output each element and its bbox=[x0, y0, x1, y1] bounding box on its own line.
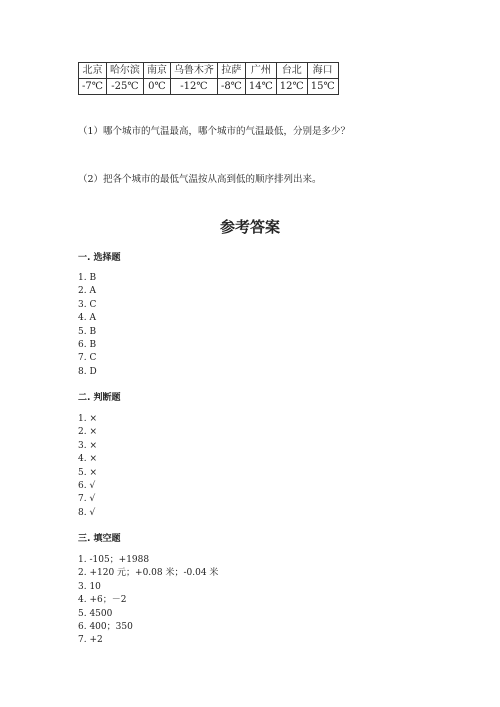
list-item: 8. √ bbox=[78, 507, 96, 518]
list-item: 3. 10 bbox=[78, 581, 101, 592]
section-title-choice: 一. 选择题 bbox=[78, 253, 121, 263]
temperature-cell: -25℃ bbox=[106, 79, 143, 95]
list-item: 4. × bbox=[78, 454, 97, 465]
temperature-cell: 15℃ bbox=[307, 79, 338, 95]
city-cell: 北京 bbox=[79, 63, 107, 79]
list-item: 1. B bbox=[78, 273, 97, 283]
city-cell: 海口 bbox=[307, 63, 338, 79]
list-item: 2. A bbox=[78, 286, 96, 297]
fill-blank-answer-list bbox=[78, 554, 218, 648]
temperature-cell: 0℃ bbox=[143, 79, 170, 95]
judgment-answer-list bbox=[78, 413, 97, 520]
list-item: 1. -105；+1988 bbox=[78, 555, 150, 565]
city-cell: 乌鲁木齐 bbox=[170, 63, 217, 79]
list-item: 4. A bbox=[78, 313, 96, 324]
section-title-fill-blank: 三. 填空题 bbox=[78, 534, 121, 544]
question-1: （1）哪个城市的气温最高，哪个城市的气温最低，分别是多少？ bbox=[78, 126, 351, 137]
temperature-cell: -8℃ bbox=[217, 79, 245, 95]
list-item: 7. C bbox=[78, 353, 97, 364]
list-item: 6. √ bbox=[78, 481, 96, 492]
section-title-judgment: 二. 判断题 bbox=[78, 393, 121, 403]
list-item: 7. +2 bbox=[78, 635, 103, 646]
city-row bbox=[79, 63, 339, 79]
list-item: 2. +120 元；+0.08 米；-0.04 米 bbox=[78, 568, 219, 579]
list-item: 3. × bbox=[78, 440, 97, 451]
list-item: 6. B bbox=[78, 340, 97, 351]
answers-title: 参考答案 bbox=[219, 218, 280, 236]
temperature-cell: 14℃ bbox=[245, 79, 276, 95]
choice-answer-list bbox=[78, 272, 97, 379]
question-2: （2）把各个城市的最低气温按从高到低的顺序排列出来。 bbox=[78, 174, 322, 185]
city-cell: 广州 bbox=[245, 63, 276, 79]
list-item: 5. 4500 bbox=[78, 608, 113, 619]
list-item: 4. +6；－2 bbox=[78, 595, 127, 606]
list-item: 2. × bbox=[78, 427, 97, 438]
list-item: 8. D bbox=[78, 366, 97, 377]
city-cell: 南京 bbox=[143, 63, 170, 79]
temperature-row bbox=[79, 79, 339, 95]
city-cell: 拉萨 bbox=[217, 63, 245, 79]
list-item: 6. 400；350 bbox=[78, 622, 133, 633]
list-item: 5. B bbox=[78, 326, 97, 337]
list-item: 5. × bbox=[78, 467, 97, 478]
list-item: 1. × bbox=[78, 414, 97, 424]
city-cell: 台北 bbox=[276, 63, 307, 79]
temperature-table bbox=[78, 62, 339, 95]
list-item: 3. C bbox=[78, 299, 97, 310]
temperature-cell: -12℃ bbox=[170, 79, 217, 95]
list-item: 7. √ bbox=[78, 494, 96, 505]
temperature-cell: 12℃ bbox=[276, 79, 307, 95]
temperature-cell: -7℃ bbox=[79, 79, 107, 95]
city-cell: 哈尔滨 bbox=[106, 63, 143, 79]
